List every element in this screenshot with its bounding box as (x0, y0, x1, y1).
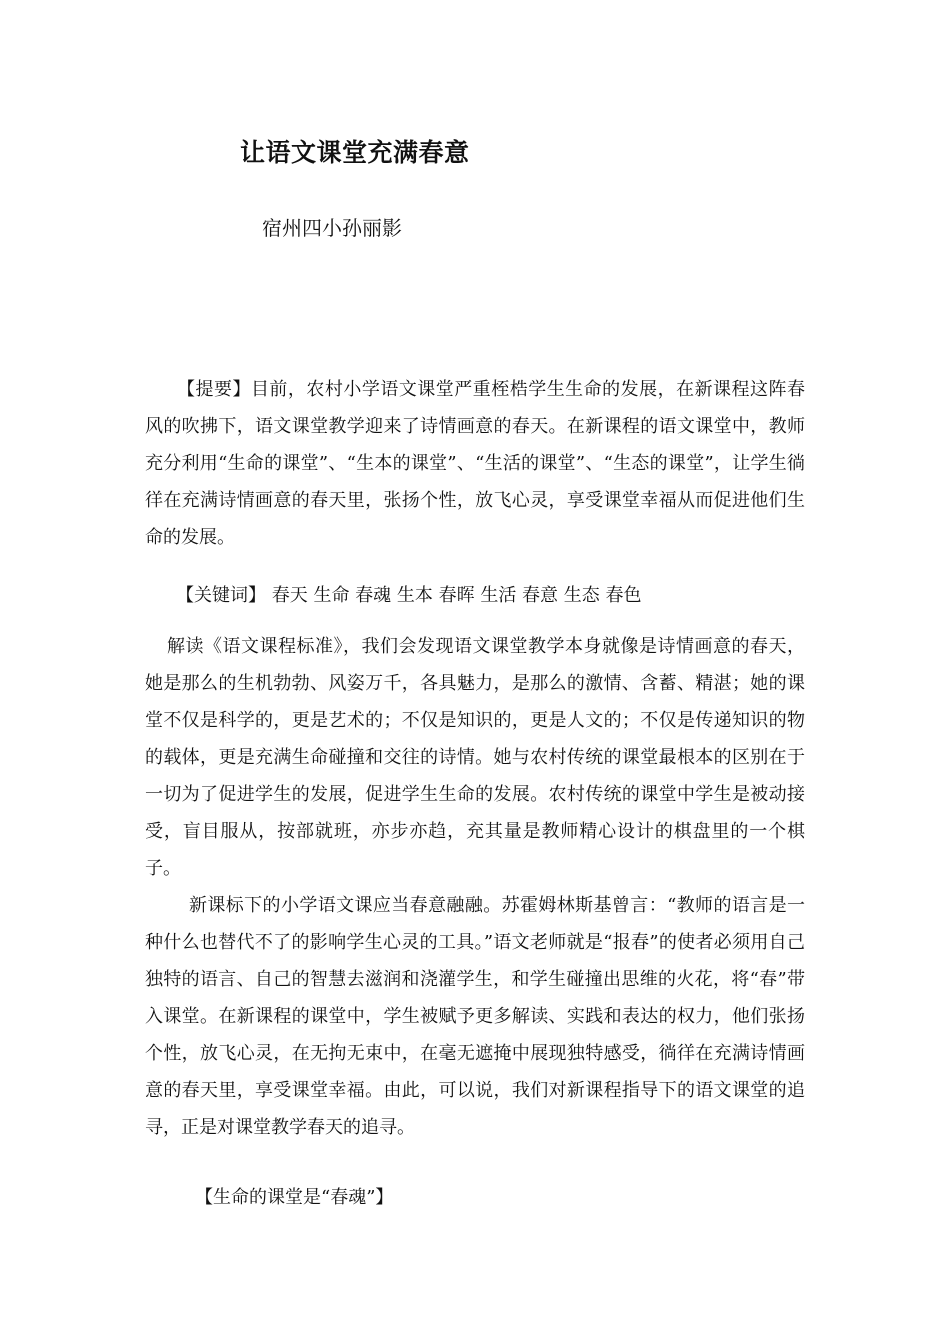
body-paragraph-1: 解读《语文课程标准》，我们会发现语文课堂教学本身就像是诗情画意的春天，她是那么的生机勃勃、风姿万千，各具魅力，是那么的激情、含蓄、精湛；她的课堂不仅是科学的，更是艺术的；不仅是知识的，更是人文的；不仅是传递知识的物的载体，更是充满生命碰撞和交往的诗情。她与农村传统的课堂最根本的区别在于一切为了促进学生的发展，促进学生生命的发展。农村传统的课堂中学生是被动接受，盲目服从，按部就班，亦步亦趋，充其量是教师精心设计的棋盘里的一个棋子。 (145, 636, 805, 879)
document-title: 让语文课堂充满春意 (240, 138, 470, 167)
abstract-paragraph: 【提要】目前，农村小学语文课堂严重桎梏学生生命的发展，在新课程这阵春风的吹拂下，语文课堂教学迎来了诗情画意的春天。在新课程的语文课堂中，教师充分利用“生命的课堂”、“生本的课堂”、“生活的课堂”、“生态的课堂”，让学生徜徉在充满诗情画意的春天里，张扬个性，放飞心灵，享受课堂幸福从而促进他们生命的发展。 (145, 379, 805, 548)
keywords-line: 【关键词】 春天 生命 春魂 生本 春晖 生活 春意 生态 春色 (176, 585, 642, 606)
document-author: 宿州四小孙丽影 (262, 216, 402, 240)
section-heading: 【生命的课堂是“春魂”】 (195, 1187, 394, 1208)
body-paragraph-2: 新课标下的小学语文课应当春意融融。苏霍姆林斯基曾言：“教师的语言是一种什么也替代不了的影响学生心灵的工具。”语文老师就是“报春”的使者必须用自己独特的语言、自己的智慧去滋润和浇灌学生，和学生碰撞出思维的火花，将“春”带入课堂。在新课程的课堂中，学生被赋予更多解读、实践和表达的权力，他们张扬个性，放飞心灵，在无拘无束中，在毫无遮掩中展现独特感受，徜徉在充满诗情画意的春天里，享受课堂幸福。由此，可以说，我们对新课程指导下的语文课堂的追寻，正是对课堂教学春天的追寻。 (145, 895, 805, 1138)
